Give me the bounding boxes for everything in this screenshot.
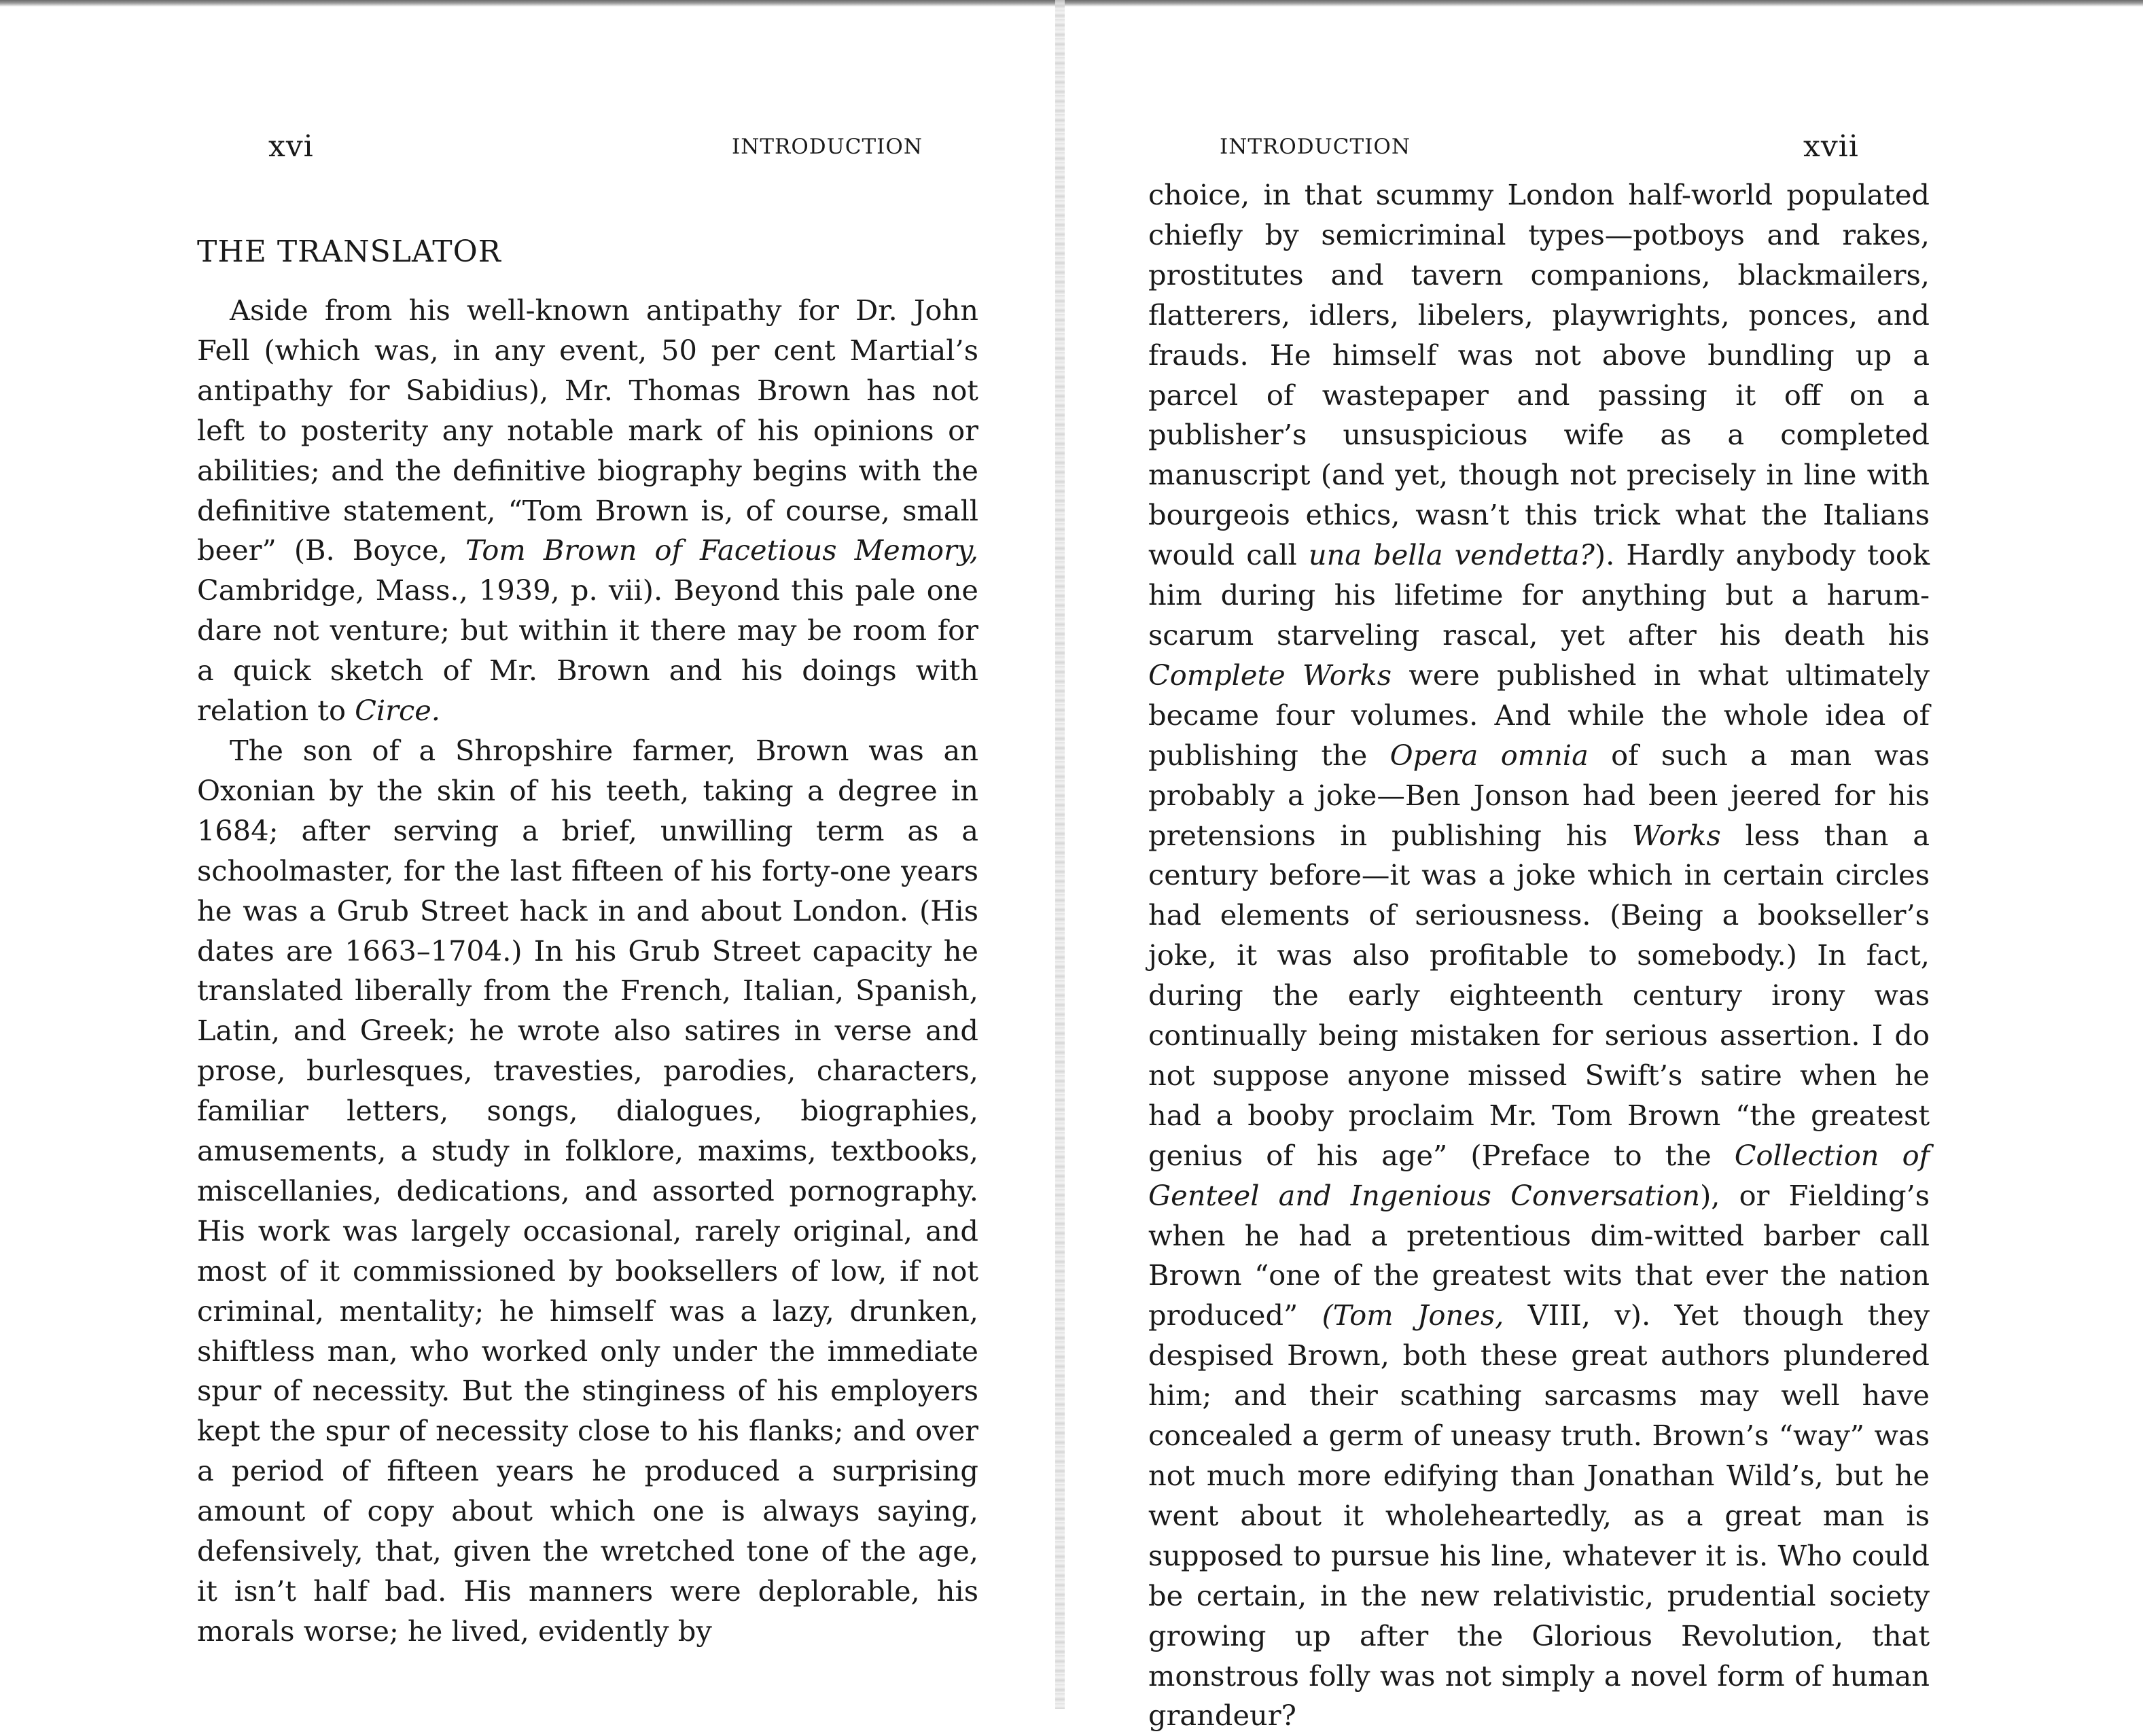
text-run: ), or Fielding’s when he had a pretentious dim-witted barber call Brown “one of the greatest wits that ever the nation produced” (1148, 1178, 1930, 1332)
text-run: VIII, v). Yet though they despised Brown, both these great authors plundered him; and their scathing sarcasms may well have concealed a germ of uneasy truth. Brown’s “way” was not much more edifying than Jonathan Wild’s, but he went about it wholeheartedly, as a great man is supposed to pursue his line, whatever it is. Who could be certain, in the new relativistic, prudential society growing up after the Glorious Revolution, that monstrous folly was not simply a novel form of human grandeur? (1148, 1298, 1930, 1733)
right-page-number: xvii (1803, 129, 1859, 164)
italic-text-run: Opera omnia (1389, 738, 1589, 772)
left-page (197, 0, 978, 1709)
left-page-header (197, 129, 978, 167)
right-paragraph-1 (1148, 175, 1930, 1736)
italic-text-run: Works (1631, 818, 1721, 852)
italic-text-run: Circe. (355, 694, 440, 728)
right-page-body (1148, 175, 1930, 1736)
book-gutter (1055, 0, 1065, 1709)
italic-text-run: Complete Works (1148, 658, 1392, 692)
text-run: of such a man was probably a joke—Ben Jonson had been jeered for his pretensions in publishing his (1148, 738, 1930, 852)
text-run: Aside from his well-known antipathy for Dr. John Fell (which was, in any event, 50 per cent Martial’s antipathy for Sabidius), Mr. Thomas Brown has not left to posterity any notable mark of his opinions or abilities; and the definitive biography begins with the definitive statement, “Tom Brown is, of course, small beer” (B. Boyce, (197, 294, 978, 567)
left-running-head: INTRODUCTION (732, 135, 923, 159)
left-paragraph-2 (197, 731, 978, 1652)
text-run: were published in what ultimately became four volumes. And while the whole idea of publishing the (1148, 658, 1930, 772)
section-heading: THE TRANSLATOR (197, 234, 501, 269)
italic-text-run: Tom Brown of Facetious Memory, (465, 533, 978, 567)
left-paragraph-1 (197, 291, 978, 731)
left-page-number: xvi (268, 129, 314, 164)
text-run: Cambridge, Mass., 1939, p. vii). Beyond this pale one dare not venture; but within it there may be room for a quick sketch of Mr. Brown and his doings with relation to (197, 573, 978, 728)
italic-text-run: (Tom Jones, (1322, 1298, 1504, 1332)
right-page-header (1148, 129, 1930, 167)
text-run: choice, in that scummy London half-world populated chiefly by semicriminal types—potboys and rakes, prostitutes and tavern companions, blackmailers, flatterers, idlers, libelers, playwrights, ponces, and frauds. He himself was not above bundling up a parcel of wastepaper and passing it off on a publisher’s unsuspicious wife as a completed manuscript (and yet, though not precisely in line with bourgeois ethics, wasn’t this trick what the Italians would call (1148, 178, 1930, 572)
left-page-body (197, 291, 978, 1652)
text-run: ). Hardly anybody took him during his lifetime for anything but a harum-scarum starveling rascal, yet after his death his (1148, 538, 1930, 652)
right-running-head: INTRODUCTION (1220, 135, 1411, 159)
italic-text-run: una bella vendetta? (1308, 538, 1595, 572)
italic-text-run: Collection of Genteel and Ingenious Conversation (1148, 1138, 1930, 1212)
text-run: The son of a Shropshire farmer, Brown was an Oxonian by the skin of his teeth, taking a degree in 1684; after serving a brief, unwilling term as a schoolmaster, for the last fifteen of his forty-one years he was a Grub Street hack in and about London. (His dates are 1663–1704.) In his Grub Street capacity he translated liberally from the French, Italian, Spanish, Latin, and Greek; he wrote also satires in verse and prose, burlesques, travesties, parodies, characters, familiar letters, songs, dialogues, biographies, amusements, a study in folklore, maxims, textbooks, miscellanies, dedications, and assorted pornography. His work was largely occasional, rarely original, and most of it commissioned by booksellers of low, if not criminal, mentality; he himself was a lazy, drunken, shiftless man, who worked only under the immediate spur of necessity. But the stinginess of his employers kept the spur of necessity close to his flanks; and over a period of fifteen years he produced a surprising amount of copy about which one is always saying, defensively, that, given the wretched tone of the age, it isn’t half bad. His manners were deplorable, his morals worse; he lived, evidently by (197, 733, 978, 1648)
right-page (1148, 0, 1930, 1733)
text-run: less than a century before—it was a joke which in certain circles had elements of seriousness. (Being a bookseller’s joke, it was also profitable to somebody.) In fact, during the early eighteenth century irony was continually being mistaken for serious assertion. I do not suppose anyone missed Swift’s satire when he had a booby proclaim Mr. Tom Brown “the greatest genius of his age” (Preface to the (1148, 818, 1930, 1172)
